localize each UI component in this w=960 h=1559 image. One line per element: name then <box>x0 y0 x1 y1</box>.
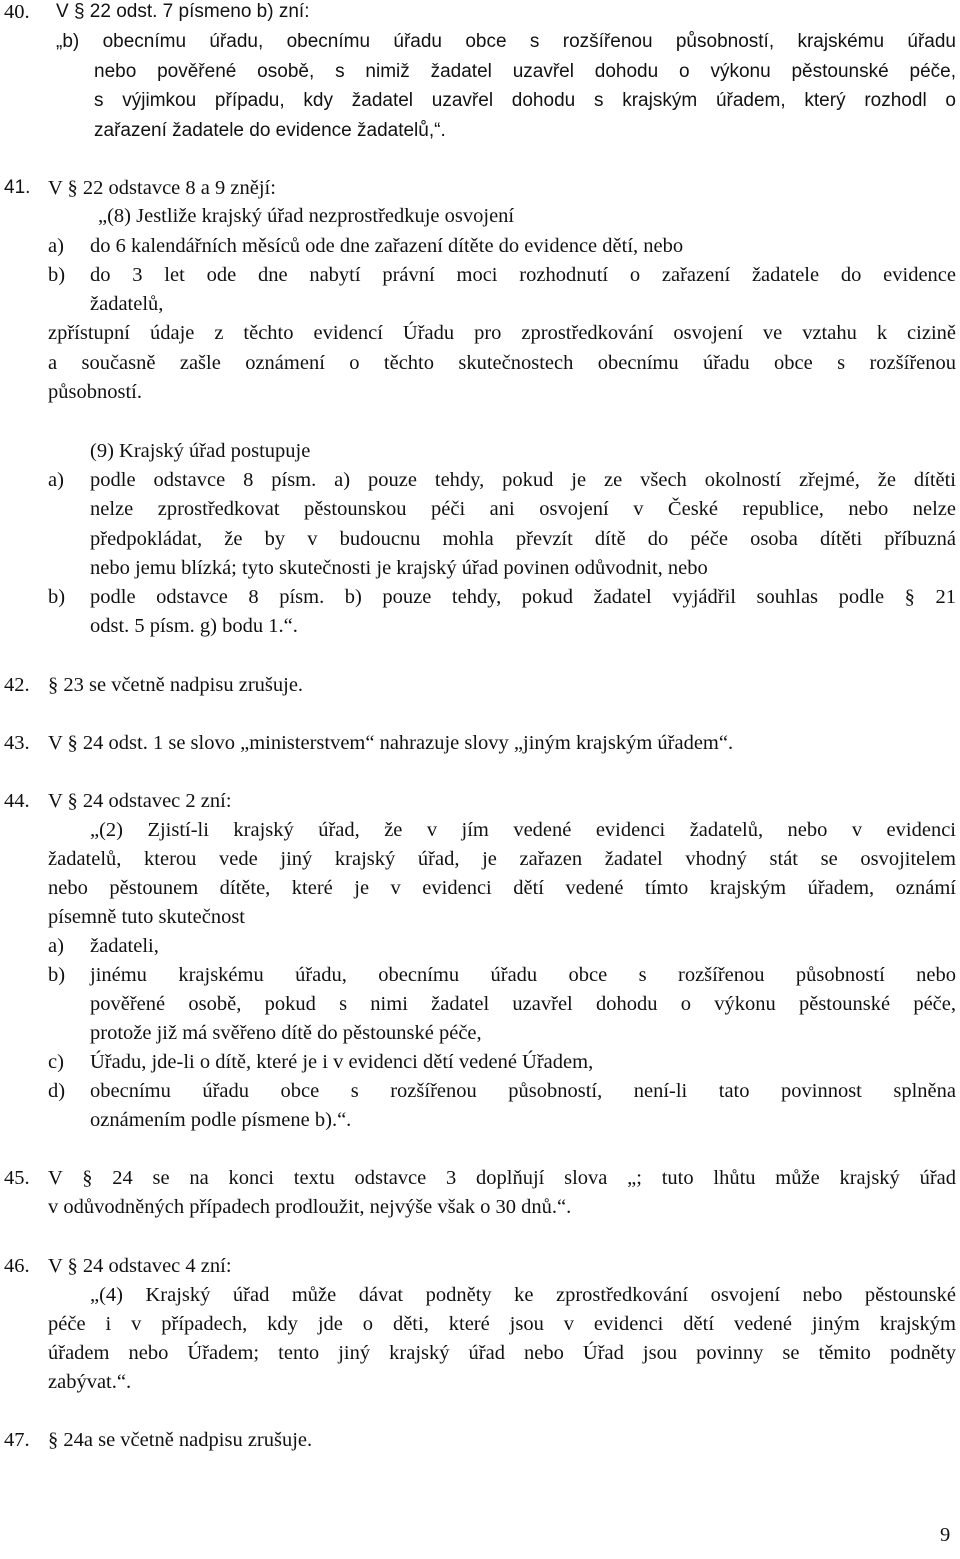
item-46-para-line-4: zabývat.“. <box>48 1371 132 1393</box>
item-45-line-1: V § 24 se na konci textu odstavce 3 doplňují slova „; tuto lhůtu může krajský úřad <box>48 1167 956 1189</box>
item-41-b-label: b) <box>48 264 66 286</box>
item-44-c-text: Úřadu, jde-li o dítě, které je i v evidenci dětí vedené Úřadem, <box>90 1051 594 1073</box>
item-number-41: 41. <box>4 177 31 198</box>
item-44-b-text-1: jinému krajskému úřadu, obecnímu úřadu obce s rozšířenou působností nebo <box>90 964 956 986</box>
item-41-closing-2: a současně zašle oznámení o těchto skutečnostech obecnímu úřadu obce s rozšířenou <box>48 352 956 374</box>
item-41-closing-3: působností. <box>48 381 142 403</box>
item-41-9b-text-1: podle odstavce 8 písm. b) pouze tehdy, pokud žadatel vyjádřil souhlas podle § 21 <box>90 586 956 608</box>
item-47-text: § 24a se včetně nadpisu zrušuje. <box>48 1429 313 1451</box>
item-40-line-1: „b) obecnímu úřadu, obecnímu úřadu obce s rozšířenou působností, krajskému úřadu <box>56 31 956 52</box>
item-46-heading: V § 24 odstavec 4 zní: <box>48 1255 232 1277</box>
page-number: 9 <box>940 1524 951 1546</box>
item-41-9a-text-4: nebo jemu blízká; tyto skutečnosti je krajský úřad povinen odůvodnit, nebo <box>90 557 708 579</box>
item-44-d-text-1: obecnímu úřadu obce s rozšířenou působností, není-li tato povinnost splněna <box>90 1080 956 1102</box>
item-41-closing-1: zpřístupní údaje z těchto evidencí Úřadu pro zprostředkování osvojení ve vztahu k cizině <box>48 322 956 344</box>
item-42-text: § 23 se včetně nadpisu zrušuje. <box>48 674 304 696</box>
item-number-44: 44. <box>4 790 30 812</box>
item-44-para-line-3: nebo pěstounem dítěte, které je v evidenci dětí vedené tímto krajským úřadem, oznámí <box>48 877 956 899</box>
item-number-40: 40. <box>4 1 30 23</box>
item-43-text: V § 24 odst. 1 se slovo „ministerstvem“ nahrazuje slovy „jiným krajským úřadem“. <box>48 732 734 754</box>
item-number-47: 47. <box>4 1429 30 1451</box>
item-41-b-text-1: do 3 let ode dne nabytí právní moci rozhodnutí o zařazení žadatele do evidence <box>90 264 956 286</box>
item-number-46: 46. <box>4 1255 30 1277</box>
item-44-c-label: c) <box>48 1051 64 1073</box>
item-45-line-2: v odůvodněných případech prodloužit, nejvýše však o 30 dnů.“. <box>48 1196 572 1218</box>
item-44-a-label: a) <box>48 935 64 957</box>
item-41-9a-text-2: nelze zprostředkovat pěstounskou péči ani osvojení v České republice, nebo nelze <box>90 498 956 520</box>
item-46-para-line-1: „(4) Krajský úřad může dávat podněty ke zprostředkování osvojení nebo pěstounské <box>90 1284 956 1306</box>
item-41-9b-text-2: odst. 5 písm. g) bodu 1.“. <box>90 615 298 637</box>
item-number-42: 42. <box>4 674 30 696</box>
item-44-para-line-4: písemně tuto skutečnost <box>48 906 246 928</box>
item-41-heading: V § 22 odstavce 8 a 9 znějí: <box>48 177 276 199</box>
item-41-9a-text-1: podle odstavce 8 písm. a) pouze tehdy, pokud je ze všech okolností zřejmé, že dítěti <box>90 469 956 491</box>
item-number-45: 45. <box>4 1167 30 1189</box>
item-40-line-4: zařazení žadatele do evidence žadatelů,“. <box>94 120 446 141</box>
item-41-para-9-intro: (9) Krajský úřad postupuje <box>90 440 311 462</box>
item-44-d-text-2: oznámením podle písmene b).“. <box>90 1109 352 1131</box>
item-44-b-text-2: pověřené osobě, pokud s nimi žadatel uzavřel dohodu o výkonu pěstounské péče, <box>90 993 956 1015</box>
item-40-line-2: nebo pověřené osobě, s nimiž žadatel uzavřel dohodu o výkonu pěstounské péče, <box>94 61 956 82</box>
item-number-43: 43. <box>4 732 30 754</box>
item-46-para-line-2: péče i v případech, kdy jde o děti, které jsou v evidenci dětí vedené jiným krajským <box>48 1313 956 1335</box>
item-44-b-label: b) <box>48 964 66 986</box>
item-41-a-label: a) <box>48 235 64 257</box>
item-44-heading: V § 24 odstavec 2 zní: <box>48 790 232 812</box>
item-41-a-text: do 6 kalendářních měsíců ode dne zařazení dítěte do evidence dětí, nebo <box>90 235 684 257</box>
item-41-para-8-intro: „(8) Jestliže krajský úřad nezprostředkuje osvojení <box>98 205 515 227</box>
item-40-heading: V § 22 odst. 7 písmeno b) zní: <box>56 1 310 22</box>
item-41-9b-label: b) <box>48 586 66 608</box>
item-44-a-text: žadateli, <box>90 935 159 957</box>
item-41-b-text-2: žadatelů, <box>90 293 164 315</box>
item-40-line-3: s výjimkou případu, kdy žadatel uzavřel dohodu s krajským úřadem, který rozhodl o <box>94 90 956 111</box>
item-41-9a-text-3: předpokládat, že by v budoucnu mohla převzít dítě do péče osoba dítěti příbuzná <box>90 528 956 550</box>
item-44-para-line-1: „(2) Zjistí-li krajský úřad, že v jím vedené evidenci žadatelů, nebo v evidenci <box>90 819 956 841</box>
item-44-d-label: d) <box>48 1080 66 1102</box>
item-46-para-line-3: úřadem nebo Úřadem; tento jiný krajský úřad nebo Úřad jsou povinny se těmito podněty <box>48 1342 956 1364</box>
item-44-para-line-2: žadatelů, kterou vede jiný krajský úřad, je zařazen žadatel vhodný stát se osvojitelem <box>48 848 956 870</box>
item-44-b-text-3: protože již má svěřeno dítě do pěstounské péče, <box>90 1022 482 1044</box>
item-41-9a-label: a) <box>48 469 64 491</box>
